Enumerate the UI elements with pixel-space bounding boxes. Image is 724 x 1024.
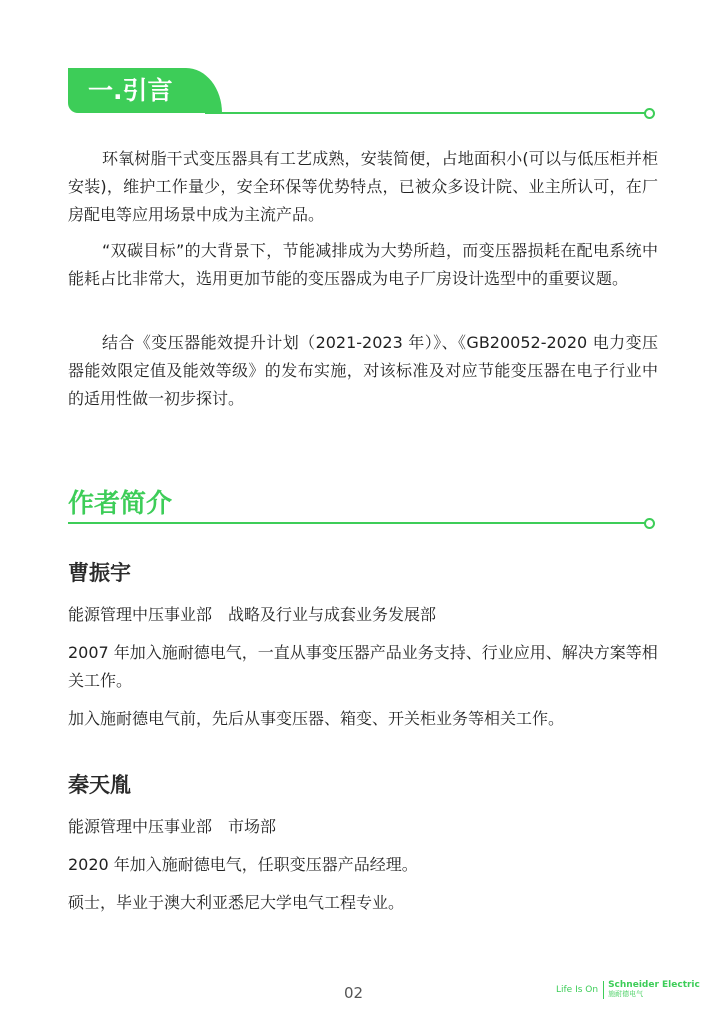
author-name: 秦天胤 [68,773,131,797]
brand-name-en: Schneider Electric [608,980,700,990]
tagline: Life Is On [556,981,604,999]
section-divider [68,522,646,524]
authors-section-title: 作者简介 [68,489,173,519]
author-bio-line: 硕士，毕业于澳大利亚悉尼大学电气工程专业。 [68,893,405,912]
page-number: 02 [344,984,364,1002]
author-bio-line: 2007 年加入施耐德电气，一直从事变压器产品业务支持、行业应用、解决方案等相关工作。 [68,643,658,690]
schneider-logo [556,979,700,1001]
author-department: 能源管理中压事业部 战略及行业与成套业务发展部 [68,605,437,624]
intro-paragraph: 结合《变压器能效提升计划（2021-2023 年）》、《GB20052-2020 电力变压器能效限定值及能效等级》的发布实施，对该标准及对应节能变压器在电子行业中的适用性做一初步探讨。 [68,333,658,408]
author-name: 曹振宇 [68,561,131,585]
brand-name-cn: 施耐德电气 [608,990,644,998]
author-bio-line: 加入施耐德电气前，先后从事变压器、箱变、开关柜业务等相关工作。 [68,709,565,728]
brand-mark [604,981,700,999]
divider-end-circle-icon [644,108,655,119]
intro-paragraph: “双碳目标”的大背景下，节能减排成为大势所趋，而变压器损耗在配电系统中能耗占比非常大，选用更加节能的变压器成为电子厂房设计选型中的重要议题。 [68,241,658,288]
intro-section-title: 一.引言 [88,76,173,105]
author-bio-line: 2020 年加入施耐德电气，任职变压器产品经理。 [68,855,418,874]
intro-paragraph: 环氧树脂干式变压器具有工艺成熟，安装简便，占地面积小(可以与低压柜并柜安装)，维护工作量少，安全环保等优势特点，已被众多设计院、业主所认可，在厂房配电等应用场景中成为主流产品。 [68,149,658,224]
section-divider [205,112,646,114]
author-department: 能源管理中压事业部 市场部 [68,817,277,836]
divider-end-circle-icon [644,518,655,529]
